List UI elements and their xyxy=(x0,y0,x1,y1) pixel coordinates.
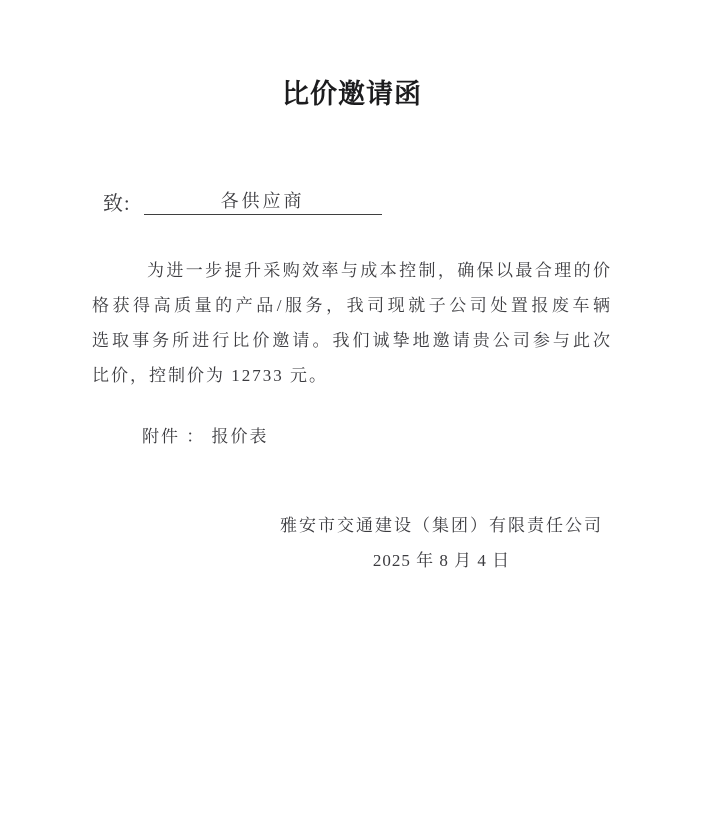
signature-date: 2025 年 8 月 4 日 xyxy=(372,551,511,570)
signature-block xyxy=(280,508,603,578)
signature-company: 雅安市交通建设（集团）有限责任公司 xyxy=(280,516,603,535)
recipient-name-underlined: 各供应商 xyxy=(144,191,382,215)
body-line-2: 格获得高质量的产品/服务，我司现就子公司处置报废车辆 xyxy=(92,296,612,315)
attachment-line xyxy=(92,426,612,448)
recipient-label: 致: xyxy=(103,193,131,215)
body-paragraph xyxy=(92,253,612,393)
attachment-label: 附件 xyxy=(142,427,180,446)
page-title: 比价邀请函 xyxy=(282,79,422,109)
body-line-3: 选取事务所进行比价邀请。我们诚挚地邀请贵公司参与此次 xyxy=(92,331,612,350)
recipient-line xyxy=(103,191,612,215)
attachment-separator: ： xyxy=(186,427,206,446)
attachment-value: 报价表 xyxy=(211,427,269,446)
body-line-1: 为进一步提升采购效率与成本控制，确保以最合理的价 xyxy=(147,261,612,280)
body-line-4: 比价，控制价为 12733 元。 xyxy=(92,366,328,385)
